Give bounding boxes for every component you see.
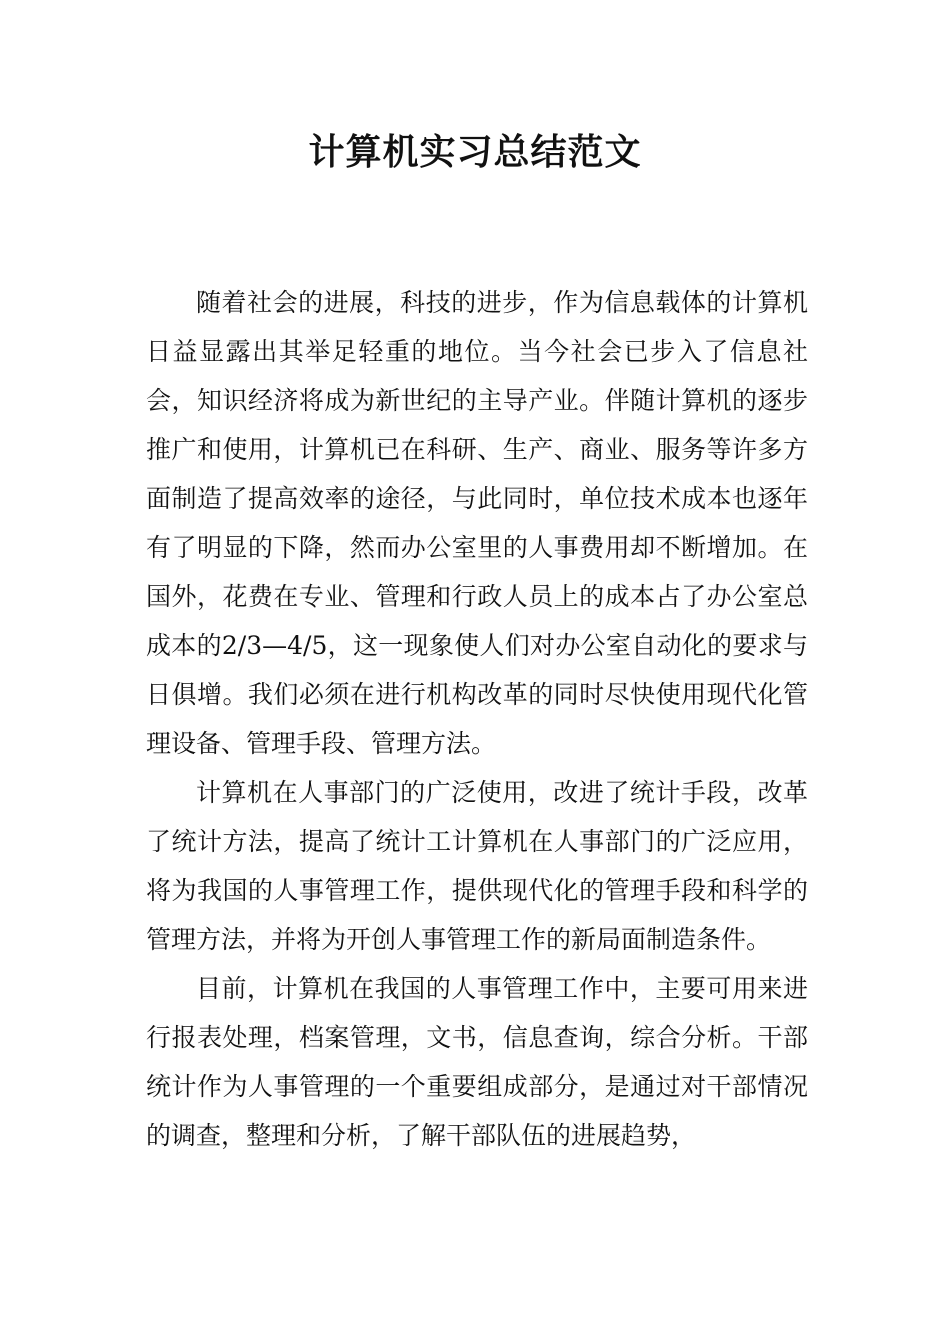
paragraph-2: 计算机在人事部门的广泛使用，改进了统计手段，改革了统计方法，提高了统计工计算机在人事部门的广泛应用，将为我国的人事管理工作，提供现代化的管理手段和科学的管理方法，并将为开创人事管理工作的新局面制造条件。 [146, 778, 808, 954]
document-title: 计算机实习总结范文 [308, 131, 642, 173]
document-body [146, 278, 808, 1160]
paragraph-1: 随着社会的进展，科技的进步，作为信息载体的计算机日益显露出其举足轻重的地位。当今社会已步入了信息社会，知识经济将成为新世纪的主导产业。伴随计算机的逐步推广和使用，计算机已在科研、生产、商业、服务等许多方面制造了提高效率的途径，与此同时，单位技术成本也逐年有了明显的下降，然而办公室里的人事费用却不断增加。在国外，花费在专业、管理和行政人员上的成本占了办公室总成本的2/3—4/5，这一现象使人们对办公室自动化的要求与日俱增。我们必须在进行机构改革的同时尽快使用现代化管理设备、管理手段、管理方法。 [146, 288, 808, 758]
paragraph-3: 目前，计算机在我国的人事管理工作中，主要可用来进行报表处理，档案管理，文书，信息查询，综合分析。干部统计作为人事管理的一个重要组成部分，是通过对干部情况的调查，整理和分析，了解干部队伍的进展趋势， [146, 974, 808, 1150]
